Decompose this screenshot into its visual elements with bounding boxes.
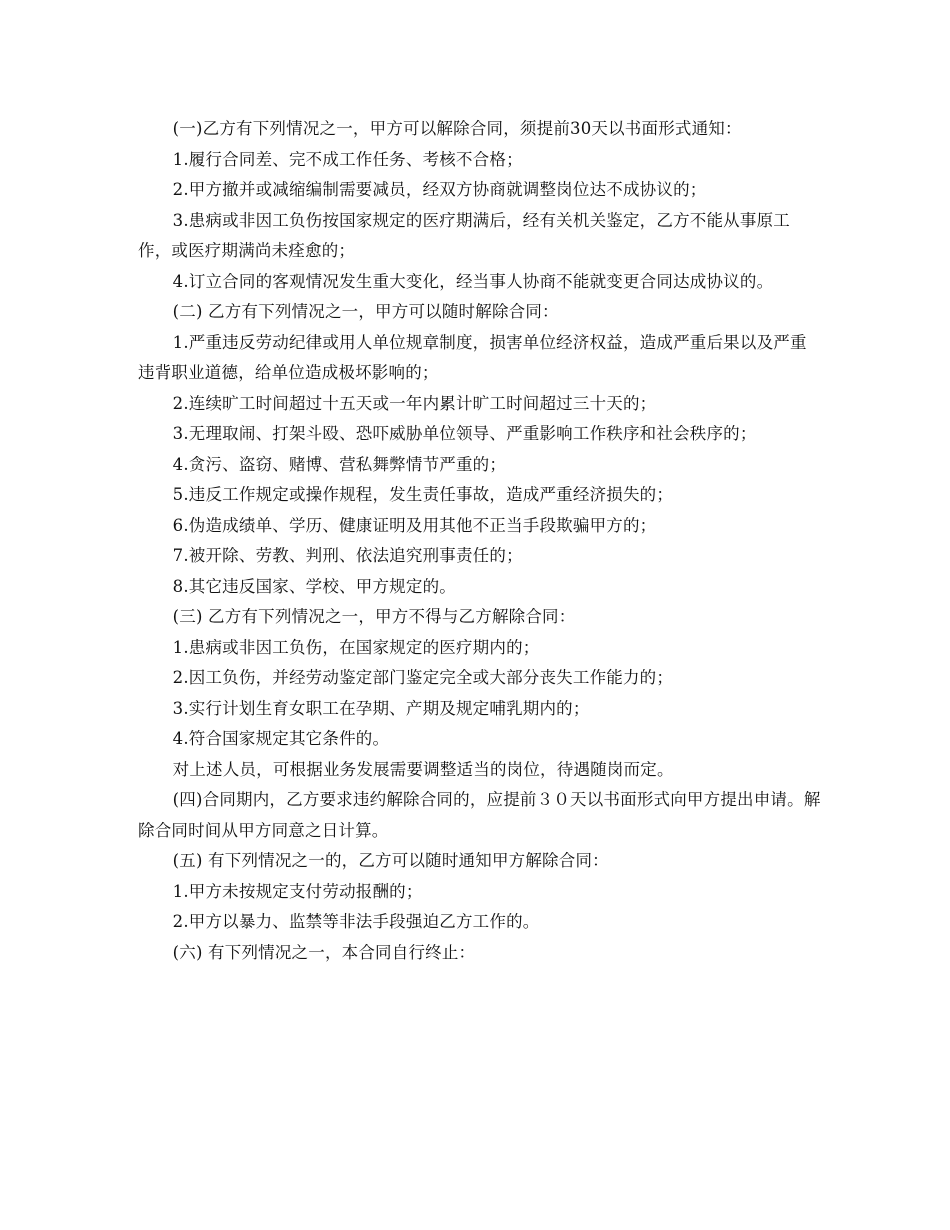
paragraph-19: 4.符合国家规定其它条件的。	[172, 729, 390, 748]
paragraph-15: (三) 乙方有下列情况之一，甲方不得与乙方解除合同：	[172, 607, 576, 626]
paragraph-4: 3.患病或非因工负伤按国家规定的医疗期满后，经有关机关鉴定，乙方不能从事原工作，或医疗期满尚未痊愈的；	[138, 210, 790, 260]
paragraph-10: 4.贪污、盗窃、赌博、营私舞弊情节严重的；	[172, 454, 507, 474]
paragraph-2: 1.履行合同差、完不成工作任务、考核不合格；	[172, 149, 523, 169]
paragraph-7: 1.严重违反劳动纪律或用人单位规章制度，损害单位经济权益，造成严重后果以及严重违背职业道德，给单位造成极坏影响的；	[138, 332, 807, 382]
paragraph-25: (六) 有下列情况之一，本合同自行终止：	[172, 942, 476, 962]
paragraph-24: 2.甲方以暴力、监禁等非法手段强迫乙方工作的。	[172, 912, 540, 931]
paragraph-22: (五) 有下列情况之一的，乙方可以随时通知甲方解除合同：	[172, 851, 609, 870]
paragraph-20: 对上述人员，可根据业务发展需要调整适当的岗位，待遇随岗而定。	[172, 759, 674, 779]
paragraph-18: 3.实行计划生育女职工在孕期、产期及规定哺乳期内的；	[172, 698, 590, 718]
paragraph-11: 5.违反工作规定或操作规程，发生责任事故，造成严重经济损失的；	[172, 485, 674, 504]
paragraph-13: 7.被开除、劳教、判刑、依法追究刑事责任的；	[172, 546, 523, 565]
paragraph-14: 8.其它违反国家、学校、甲方规定的。	[172, 576, 456, 596]
paragraph-12: 6.伪造成绩单、学历、健康证明及用其他不正当手段欺骗甲方的；	[172, 515, 657, 535]
paragraph-9: 3.无理取闹、打架斗殴、恐吓威胁单位领导、严重影响工作秩序和社会秩序的；	[172, 424, 757, 443]
paragraph-5: 4.订立合同的客观情况发生重大变化，经当事人协商不能就变更合同达成协议的。	[172, 271, 774, 291]
paragraph-6: (二) 乙方有下列情况之一，甲方可以随时解除合同：	[172, 302, 559, 321]
paragraph-23: 1.甲方未按规定支付劳动报酬的；	[172, 881, 423, 901]
document-body	[138, 114, 822, 968]
paragraph-21: (四)合同期内，乙方要求违约解除合同的，应提前３０天以书面形式向甲方提出申请。解除合同时间从甲方同意之日计算。	[138, 790, 821, 840]
paragraph-16: 1.患病或非因工负伤，在国家规定的医疗期内的；	[172, 637, 540, 657]
paragraph-1: (一)乙方有下列情况之一，甲方可以解除合同，须提前30天以书面形式通知：	[172, 119, 742, 138]
paragraph-8: 2.连续旷工时间超过十五天或一年内累计旷工时间超过三十天的；	[172, 393, 657, 413]
paragraph-3: 2.甲方撤并或减缩编制需要减员，经双方协商就调整岗位达不成协议的；	[172, 180, 707, 199]
paragraph-17: 2.因工负伤，并经劳动鉴定部门鉴定完全或大部分丧失工作能力的；	[172, 668, 674, 687]
